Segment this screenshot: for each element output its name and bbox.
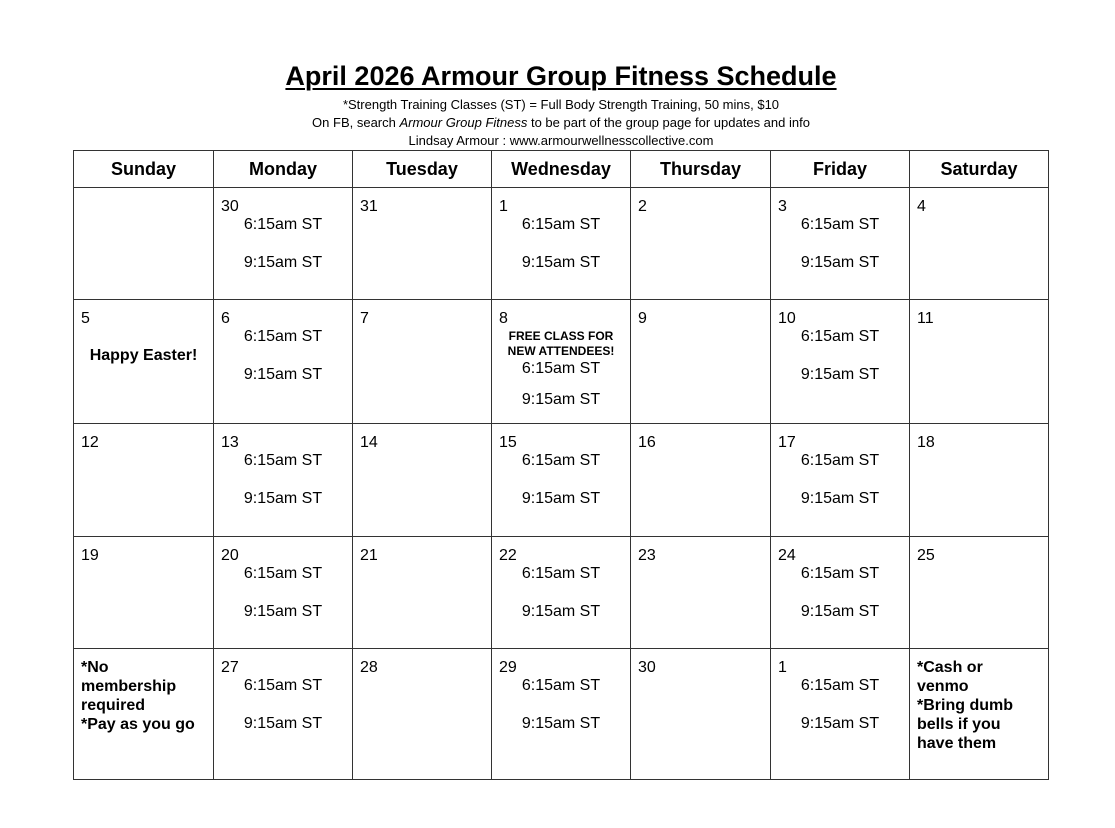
class-list [771,215,909,273]
class-list [492,676,630,734]
payment-note [917,658,1044,753]
day-cell [353,300,492,424]
date-number: 12 [81,434,99,451]
date-number: 2 [638,198,647,215]
date-number: 1 [499,198,508,215]
day-cell [910,424,1049,537]
weekday-header: Sunday [74,151,214,188]
day-cell [771,188,910,300]
class-time-late: 9:15am ST [800,254,880,271]
day-cell [771,424,910,537]
note-line: *Pay as you go [81,716,195,733]
date-number: 23 [638,547,656,564]
free-class-banner [492,329,630,359]
date-number: 7 [360,310,369,327]
class-time-early: 6:15am ST [243,565,323,582]
day-cell [492,649,631,780]
date-number: 8 [499,310,508,327]
class-time-late: 9:15am ST [521,391,601,408]
weekday-header-row [74,151,1049,188]
class-list [214,451,352,509]
class-list [771,451,909,509]
day-cell [910,300,1049,424]
class-time-early: 6:15am ST [243,452,323,469]
easter-greeting: Happy Easter! [89,347,198,364]
day-cell [492,537,631,649]
day-cell [214,649,353,780]
day-cell [492,300,631,424]
date-number: 27 [221,659,239,676]
note-line: bells if you [917,716,1001,733]
class-time-early: 6:15am ST [800,452,880,469]
date-number: 16 [638,434,656,451]
class-time-early: 6:15am ST [521,360,601,377]
day-cell [74,649,214,780]
weekday-header: Saturday [910,151,1049,188]
date-number: 19 [81,547,99,564]
day-cell [771,300,910,424]
day-cell [492,424,631,537]
class-time-late: 9:15am ST [521,490,601,507]
week-row [74,424,1049,537]
class-list [492,451,630,509]
day-cell [74,300,214,424]
day-cell [353,537,492,649]
class-time-late: 9:15am ST [243,603,323,620]
class-time-early: 6:15am ST [243,216,323,233]
date-number: 30 [638,659,656,676]
day-cell [910,537,1049,649]
facebook-group-name: Armour Group Fitness [399,115,528,130]
weekday-header: Friday [771,151,910,188]
date-number: 1 [778,659,787,676]
class-list [771,676,909,734]
note-line: membership [81,678,177,695]
class-time-late: 9:15am ST [800,490,880,507]
date-number: 24 [778,547,796,564]
weekday-header: Tuesday [353,151,492,188]
day-cell [74,424,214,537]
note-line: required [81,697,146,714]
class-time-early: 6:15am ST [243,328,323,345]
date-number: 5 [81,310,90,327]
day-cell [631,424,771,537]
date-number: 30 [221,198,239,215]
class-time-early: 6:15am ST [521,677,601,694]
date-number: 21 [360,547,378,564]
day-cell [214,424,353,537]
day-cell [631,188,771,300]
weekday-header: Monday [214,151,353,188]
week-row [74,188,1049,300]
class-time-late: 9:15am ST [521,715,601,732]
calendar-table [73,150,1049,780]
day-cell [214,537,353,649]
day-cell [771,537,910,649]
week-row [74,300,1049,424]
date-number: 22 [499,547,517,564]
free-class-line-1: FREE CLASS FOR [508,329,614,343]
note-line: venmo [917,678,969,695]
date-number: 18 [917,434,935,451]
class-list [214,327,352,385]
class-list [214,215,352,273]
note-line: *No [81,659,109,676]
pricing-note: *Strength Training Classes (ST) = Full Body Strength Training, 50 mins, $10 [342,97,780,112]
note-line: have them [917,735,997,752]
class-list [771,564,909,622]
date-number: 17 [778,434,796,451]
day-cell [74,537,214,649]
facebook-note-suffix: to be part of the group page for updates and info [527,115,810,130]
note-line: *Bring dumb [917,697,1013,714]
day-cell [771,649,910,780]
date-number: 15 [499,434,517,451]
class-list [214,564,352,622]
facebook-note [0,114,1115,132]
day-cell [74,188,214,300]
class-time-early: 6:15am ST [800,216,880,233]
day-cell [631,649,771,780]
date-number: 13 [221,434,239,451]
day-cell [353,649,492,780]
class-list [771,327,909,385]
class-list [492,564,630,622]
week-row [74,537,1049,649]
class-time-late: 9:15am ST [800,366,880,383]
day-cell [910,188,1049,300]
facebook-note-prefix: On FB, search [312,115,400,130]
day-cell [631,537,771,649]
date-number: 10 [778,310,796,327]
date-number: 9 [638,310,647,327]
class-time-late: 9:15am ST [243,490,323,507]
class-list [492,215,630,273]
class-list [214,676,352,734]
class-time-late: 9:15am ST [521,603,601,620]
class-time-late: 9:15am ST [800,715,880,732]
date-number: 20 [221,547,239,564]
free-class-line-2: NEW ATTENDEES! [507,344,615,358]
note-line: *Cash or [917,659,983,676]
date-number: 28 [360,659,378,676]
date-number: 29 [499,659,517,676]
class-time-late: 9:15am ST [521,254,601,271]
date-number: 31 [360,198,378,215]
class-time-early: 6:15am ST [521,216,601,233]
class-time-late: 9:15am ST [243,254,323,271]
class-time-late: 9:15am ST [243,366,323,383]
class-list [492,359,630,410]
class-time-early: 6:15am ST [800,565,880,582]
date-number: 3 [778,198,787,215]
day-cell [214,300,353,424]
class-time-late: 9:15am ST [800,603,880,620]
date-number: 6 [221,310,230,327]
day-cell [353,424,492,537]
day-cell [631,300,771,424]
day-cell [214,188,353,300]
weekday-header: Wednesday [492,151,631,188]
date-number: 14 [360,434,378,451]
date-number: 11 [917,310,934,327]
membership-note [81,658,209,734]
date-number: 4 [917,198,926,215]
class-time-early: 6:15am ST [521,565,601,582]
day-cell [492,188,631,300]
date-number: 25 [917,547,935,564]
class-time-late: 9:15am ST [243,715,323,732]
week-row [74,649,1049,780]
class-time-early: 6:15am ST [243,677,323,694]
page-title: April 2026 Armour Group Fitness Schedule [285,61,837,91]
contact-line: Lindsay Armour : www.armourwellnesscollective.com [408,133,714,148]
day-cell [910,649,1049,780]
class-time-early: 6:15am ST [800,677,880,694]
class-time-early: 6:15am ST [521,452,601,469]
weekday-header: Thursday [631,151,771,188]
day-cell [353,188,492,300]
class-time-early: 6:15am ST [800,328,880,345]
